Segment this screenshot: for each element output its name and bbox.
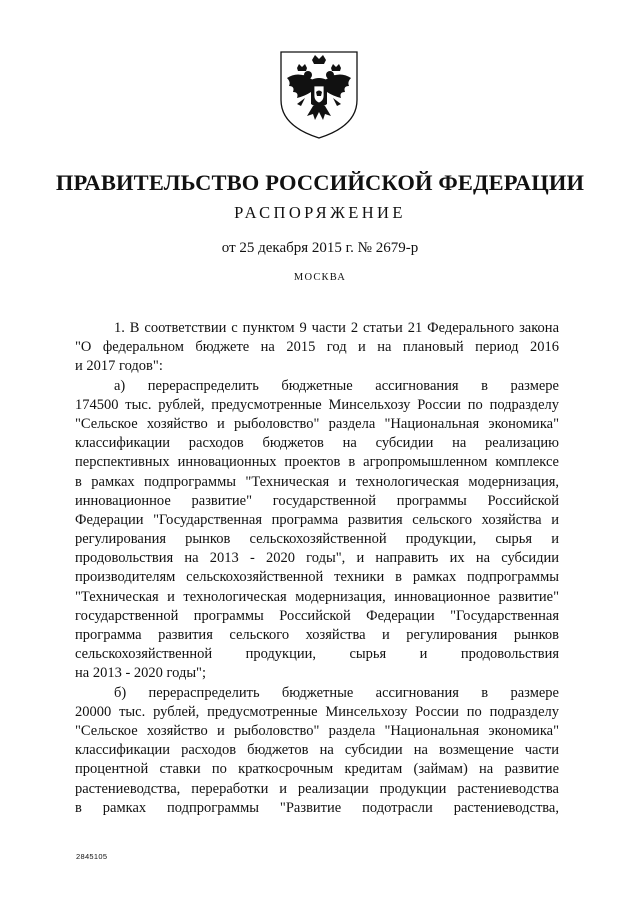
government-title: ПРАВИТЕЛЬСТВО РОССИЙСКОЙ ФЕДЕРАЦИИ <box>55 170 585 195</box>
body-line: растениеводства, переработки и реализации продукции растениеводства <box>75 780 559 797</box>
body-line: "Техническая и технологическая модернизация, инновационное развитие" <box>75 588 559 605</box>
body-line: классификации расходов бюджетов на субсидии на реализацию <box>75 435 559 452</box>
body-line: 174500 тыс. рублей, предусмотренные Минсельхозу России по подразделу <box>75 396 559 413</box>
body-line: б) перераспределить бюджетные ассигнования в размере <box>114 684 559 701</box>
body-line: продовольствия на 2013 - 2020 годы", и направить их на субсидии <box>75 550 559 567</box>
body-line: государственной программы Российской Федерации "Государственная <box>75 607 559 624</box>
body-line: 20000 тыс. рублей, предусмотренные Минсельхозу России по подразделу <box>75 703 559 720</box>
body-line: в рамках подпрограммы "Техническая и технологическая модернизация, <box>75 473 559 490</box>
body-line: "О федеральном бюджете на 2015 год и на плановый период 2016 <box>75 339 559 356</box>
document-type: РАСПОРЯЖЕНИЕ <box>234 203 406 222</box>
document-date-number: от 25 декабря 2015 г. № 2679-р <box>221 240 419 256</box>
body-line: процентной ставки по краткосрочным кредитам (займам) на развитие <box>75 761 559 778</box>
body-line: программа развития сельского хозяйства и регулирования рынков <box>75 627 559 643</box>
body-line: классификации расходов бюджетов на субсидии на возмещение части <box>75 742 559 759</box>
body-line: Федерации "Государственная программа развития сельского хозяйства и <box>75 511 559 528</box>
body-line: "Сельское хозяйство и рыболовство" раздела "Национальная экономика" <box>75 722 559 739</box>
body-line: и 2017 годов": <box>75 358 163 375</box>
document-body <box>75 319 559 818</box>
body-line: 1. В соответствии с пунктом 9 части 2 статьи 21 Федерального закона <box>114 320 559 336</box>
body-line: производителям сельскохозяйственной техники в рамках подпрограммы <box>75 569 559 586</box>
document-code: 2845105 <box>76 852 108 861</box>
body-line: инновационное развитие" государственной программы Российской <box>75 492 559 509</box>
body-line: на 2013 - 2020 годы"; <box>75 665 207 682</box>
body-line: в рамках подпрограммы "Развитие подотрасли растениеводства, <box>75 799 559 816</box>
body-line: а) перераспределить бюджетные ассигнования в размере <box>114 377 559 394</box>
document-city: МОСКВА <box>293 272 347 283</box>
body-line: "Сельское хозяйство и рыболовство" раздела "Национальная экономика" <box>75 415 559 432</box>
coat-of-arms-icon <box>275 48 363 140</box>
body-line: сельскохозяйственной продукции, сырья и продовольствия <box>75 646 559 663</box>
body-line: регулирования рынков сельскохозяйственной продукции, сырья и <box>75 531 559 548</box>
body-line: перспективных инновационных проектов в агропромышленном комплексе <box>75 454 559 471</box>
